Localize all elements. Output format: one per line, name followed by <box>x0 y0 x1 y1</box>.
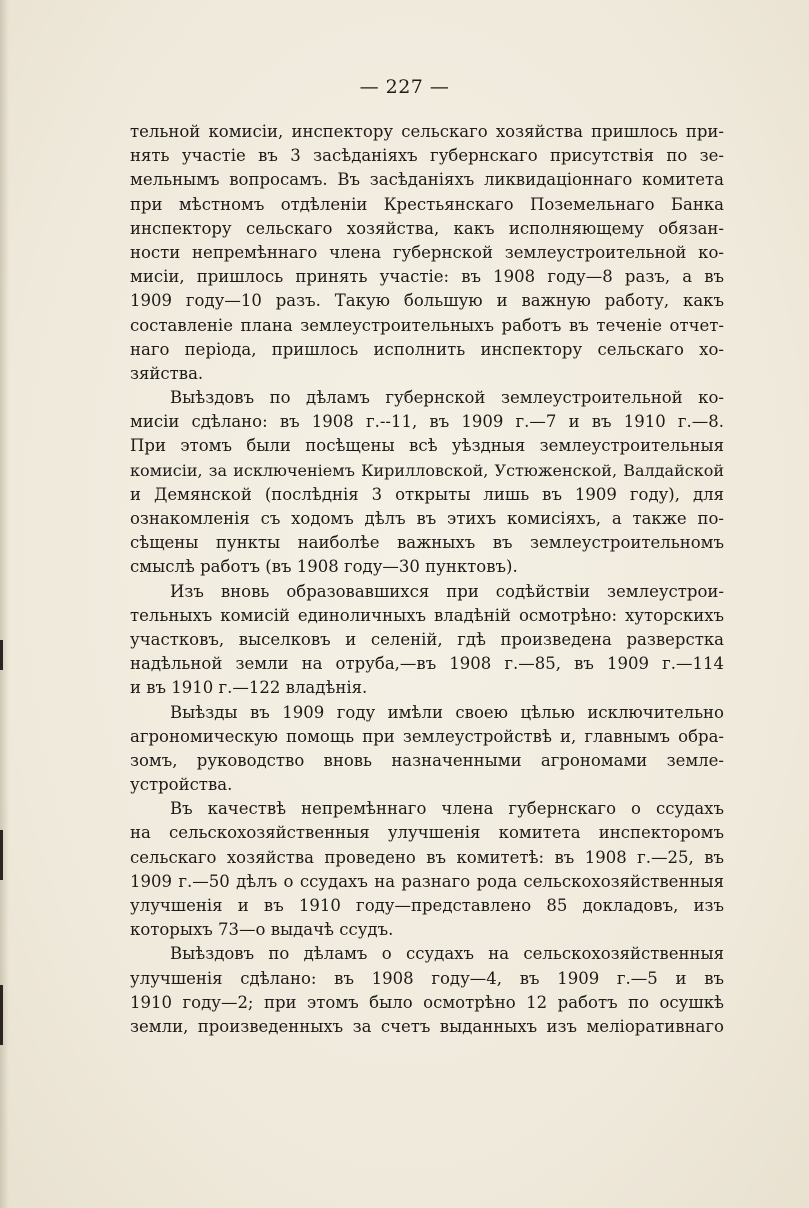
text-line: сельскаго хозяйства проведено въ комитетѣ: въ 1908 г.—25, въ <box>130 847 724 867</box>
text-line: зяйства. <box>130 363 204 383</box>
text-line: ознакомленія съ ходомъ дѣлъ въ этихъ комисіяхъ, а также по- <box>130 509 724 528</box>
text-line: Изъ вновь образовавшихся при содѣйствіи землеустрои- <box>170 581 724 601</box>
text-line: Въ качествѣ непремѣннаго члена губернскаго о ссудахъ <box>170 799 724 819</box>
text-line: устройства. <box>130 775 233 795</box>
text-line: мисіи, пришлось принять участіе: въ 1908 году—8 разъ, а въ <box>130 267 724 287</box>
text-line: которыхъ 73—о выдачѣ ссудъ. <box>130 920 394 940</box>
text-line: 1909 г.—50 дѣлъ о ссудахъ на разнаго рода сельскохозяйственныя <box>130 871 724 891</box>
binding-mark <box>0 830 3 880</box>
text-line: Выѣзды въ 1909 году имѣли своею цѣлью исключительно <box>170 702 724 722</box>
text-line: 1909 году—10 разъ. Такую большую и важную работу, какъ <box>130 291 724 311</box>
page-number: — 227 — <box>359 76 450 98</box>
text-line: Выѣздовъ по дѣламъ о ссудахъ на сельскохозяйственныя <box>170 944 724 964</box>
text-line: при мѣстномъ отдѣленіи Крестьянскаго Поземельнаго Банка <box>130 194 724 214</box>
text-line: наго періода, пришлось исполнить инспектору сельскаго хо- <box>130 339 724 359</box>
binding-mark <box>0 985 3 1045</box>
text-line: смыслѣ работъ (въ 1908 году—30 пунктовъ). <box>130 557 518 577</box>
text-line: земли, произведенныхъ за счетъ выданныхъ изъ меліоративнаго <box>130 1016 724 1036</box>
text-line: и Демянской (послѣднія 3 открыты лишь въ 1909 году), для <box>130 484 724 504</box>
text-line: и въ 1910 г.—122 владѣнія. <box>130 678 368 698</box>
text-line: улучшенія сдѣлано: въ 1908 году—4, въ 1909 г.—5 и въ <box>130 968 724 988</box>
text-line: комисіи, за исключеніемъ Кирилловской, Устюженской, Валдайской <box>130 460 724 480</box>
text-line: составленіе плана землеустроительныхъ работъ въ теченіе отчет- <box>130 315 724 335</box>
text-line: агрономическую помощь при землеустройствѣ и, главнымъ обра- <box>130 726 724 746</box>
text-line: тельной комисіи, инспектору сельскаго хозяйства пришлось при- <box>130 122 724 141</box>
text-line: ности непремѣннаго члена губернской землеустроительной ко- <box>130 242 724 262</box>
text-line: мисіи сдѣлано: въ 1908 г.--11, въ 1909 г.—7 и въ 1910 г.—8. <box>130 412 724 432</box>
text-line: нять участіе въ 3 засѣданіяхъ губернскаго присутствія по зе- <box>130 146 724 166</box>
text-line: зомъ, руководство вновь назначенными агрономами земле- <box>130 750 724 770</box>
binding-mark <box>0 640 3 670</box>
text-line: 1910 году—2; при этомъ было осмотрѣно 12 работъ по осушкѣ <box>130 992 724 1012</box>
text-line: надѣльной земли на отруба,—въ 1908 г.—85, въ 1909 г.—114 <box>130 654 724 674</box>
text-line: инспектору сельскаго хозяйства, какъ исполняющему обязан- <box>130 218 724 238</box>
text-line: участковъ, выселковъ и селеній, гдѣ произведена разверстка <box>130 629 724 649</box>
text-line: улучшенія и въ 1910 году—представлено 85 докладовъ, изъ <box>130 896 724 915</box>
text-line: мельнымъ вопросамъ. Въ засѣданіяхъ ликвидаціоннаго комитета <box>130 170 724 190</box>
text-line: на сельскохозяйственныя улучшенія комитета инспекторомъ <box>130 823 724 843</box>
text-line: При этомъ были посѣщены всѣ уѣздныя землеустроительныя <box>130 436 724 456</box>
text-line: тельныхъ комисій единоличныхъ владѣній осмотрѣно: хуторскихъ <box>130 605 724 625</box>
body-text <box>130 120 724 1039</box>
text-line: сѣщены пункты наиболѣе важныхъ въ землеустроительномъ <box>130 533 724 553</box>
text-line: Выѣздовъ по дѣламъ губернской землеустроительной ко- <box>170 388 724 408</box>
